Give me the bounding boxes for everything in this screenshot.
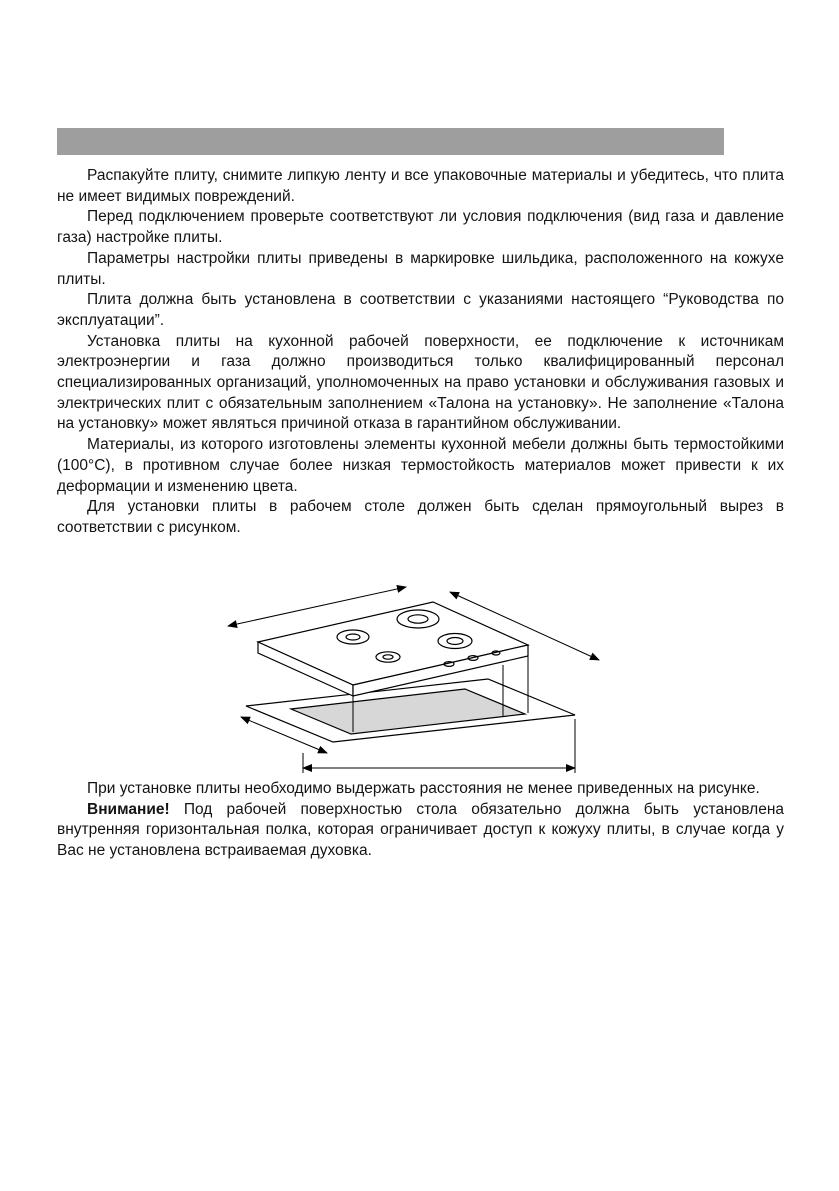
warning-text: Под рабочей поверхностью стола обязательно должна быть установлена внутренняя горизонтальная полка, которая ограничивает доступ к кожуху плиты, в случае когда у Вас не установлена встраиваемая духовка. xyxy=(57,800,784,860)
burner-front-left xyxy=(376,652,400,662)
paragraph-installation-manual: Плита должна быть установлена в соответствии с указаниями настоящего “Руководства по эксплуатации”. xyxy=(57,291,784,329)
section-header-bar xyxy=(57,128,724,155)
body-text-lower xyxy=(57,779,784,862)
burner-front-right xyxy=(438,634,472,649)
warning-label: Внимание! xyxy=(87,800,170,818)
paragraph-cutout-required: Для установки плиты в рабочем столе должен быть сделан прямоугольный вырез в соответствии с рисунком. xyxy=(57,498,784,536)
body-text-upper xyxy=(57,166,784,539)
burner-back-right xyxy=(397,610,439,628)
cooktop-top-surface xyxy=(258,602,528,685)
paragraph-unpacking: Распакуйте плиту, снимите липкую ленту и все упаковочные материалы и убедитесь, что плита не имеет видимых повреждений. xyxy=(57,167,784,205)
burner-back-left xyxy=(337,630,369,644)
paragraph-qualified-personnel: Установка плиты на кухонной рабочей поверхности, ее подключение к источникам электроэнергии и газа должно производиться только квалифицированный персонал специализированных организаций, уполномоченных на право установки и обслуживания газовых и электрических плит с обязательным заполнением «Талона на установку». Не заполнение «Талона на установку» может являться причиной отказа в гарантийном обслуживании. xyxy=(57,332,784,433)
installation-figure xyxy=(203,585,643,785)
paragraph-connection-check: Перед подключением проверьте соответствуют ли условия подключения (вид газа и давление газа) настройке плиты. xyxy=(57,208,784,247)
cooktop-cutout-diagram xyxy=(203,585,643,785)
paragraph-materials-heat-resistance: Материалы, из которого изготовлены элементы кухонной мебели должны быть термостойкими (100°С), в противном случае более низкая термостойкость материалов может привести к их деформации и изменению цвета. xyxy=(57,436,784,495)
paragraph-settings-label: Параметры настройки плиты приведены в маркировке шильдика, расположенного на кожухе плиты. xyxy=(57,249,784,288)
paragraph-minimum-distances: При установке плиты необходимо выдержать расстояния не менее приведенных на рисунке. xyxy=(87,780,760,797)
paragraph-warning xyxy=(57,800,784,862)
